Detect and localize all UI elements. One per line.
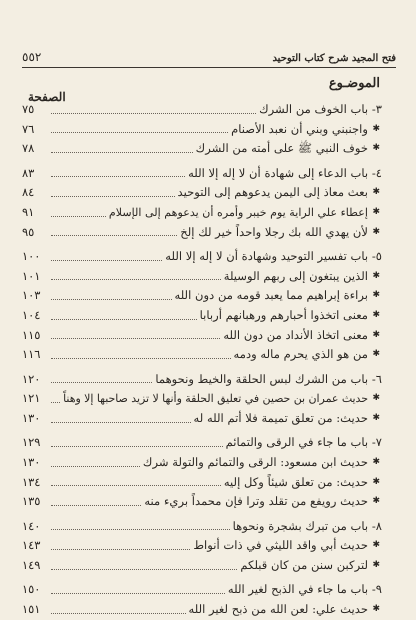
- toc-item-row: [22, 389, 382, 409]
- toc-item-row: [22, 453, 382, 473]
- dot-leader: [51, 176, 185, 177]
- dot-leader: [51, 529, 230, 530]
- dot-leader: [51, 196, 175, 197]
- item-title: معنى اتخاذ الأنداد من دون الله: [223, 327, 368, 342]
- item-title: من هو الذي يحرم ماله ودمه: [233, 347, 368, 362]
- chapter-title: ٦- باب من الشرك لبس الحلقة والخيط ونحوهما: [155, 371, 382, 386]
- toc-chapter-row: [22, 247, 382, 267]
- toc-item-row: [22, 183, 382, 203]
- chapter-title: ٥- باب تفسير التوحيد وشهادة أن لا إله إلا الله: [165, 248, 382, 263]
- item-title: الذين يبتغون إلى ربهم الوسيلة: [223, 268, 368, 283]
- toc-item-row: [22, 556, 382, 576]
- chapter-title: ٧- باب ما جاء في الرقى والتمائم: [225, 435, 382, 450]
- asterisk-icon: ✱: [372, 457, 380, 468]
- item-page: ١٥١: [22, 602, 41, 617]
- item-title: حديث: من تعلق شيئاً وكل إليه: [223, 474, 368, 489]
- chapter-page: ١٥٠: [22, 582, 41, 597]
- asterisk-icon: ✱: [372, 207, 380, 218]
- dot-leader: [51, 613, 186, 614]
- item-page: ١٤٩: [22, 558, 41, 573]
- page-column-header: الصفحة: [28, 90, 66, 104]
- asterisk-icon: ✱: [372, 143, 380, 154]
- item-page: ٧٦: [22, 121, 35, 136]
- chapter-title: ٣- باب الخوف من الشرك: [259, 101, 382, 116]
- dot-leader: [51, 235, 177, 236]
- toc-item-row: [22, 203, 382, 223]
- item-title: بعث معاذ إلى اليمن يدعوهم إلى التوحيد: [177, 185, 368, 200]
- asterisk-icon: ✱: [372, 226, 380, 237]
- chapter-page: ٧٥: [22, 101, 35, 116]
- asterisk-icon: ✱: [372, 329, 380, 340]
- chapter-title: ٨- باب من تبرك بشجرة ونحوها: [232, 518, 382, 533]
- item-page: ١٠١: [22, 268, 41, 283]
- item-page: ١١٦: [22, 347, 41, 362]
- chapter-page: ١٢٠: [22, 371, 41, 386]
- toc-item-row: [22, 326, 382, 346]
- chapter-page: ٨٣: [22, 165, 35, 180]
- dot-leader: [51, 446, 223, 447]
- dot-leader: [51, 358, 231, 359]
- toc-item-row: [22, 600, 382, 620]
- item-title: براءة إبراهيم مما يعبد قومه من دون الله: [174, 288, 368, 303]
- chapter-page: ١٤٠: [22, 518, 41, 533]
- toc-item-row: [22, 409, 382, 429]
- item-page: ١٢١: [22, 391, 41, 406]
- asterisk-icon: ✱: [372, 290, 380, 301]
- toc-chapter-row: [22, 580, 382, 600]
- dot-leader: [51, 152, 193, 153]
- dot-leader: [51, 113, 256, 114]
- toc-chapter-row: [22, 164, 382, 184]
- item-page: ١٣٤: [22, 474, 41, 489]
- asterisk-icon: ✱: [372, 476, 380, 487]
- item-page: ١٣٠: [22, 455, 41, 470]
- dot-leader: [51, 402, 60, 403]
- toc-chapter-row: [22, 517, 382, 537]
- dot-leader: [51, 569, 237, 570]
- header-rule: [22, 67, 396, 68]
- dot-leader: [51, 382, 152, 383]
- dot-leader: [51, 549, 190, 550]
- item-page: ١٠٤: [22, 308, 41, 323]
- toc-item-row: [22, 267, 382, 287]
- dot-leader: [51, 505, 141, 506]
- toc-chapter-row: [22, 433, 382, 453]
- book-title: فتح المجيد شرح كتاب التوحيد: [272, 53, 396, 64]
- dot-leader: [51, 485, 221, 486]
- item-page: ١٤٣: [22, 538, 41, 553]
- item-title: لتركبن سنن من كان قبلكم: [240, 558, 368, 573]
- item-page: ١٣٠: [22, 411, 41, 426]
- asterisk-icon: ✱: [372, 123, 380, 134]
- asterisk-icon: ✱: [372, 496, 380, 507]
- toc-item-row: [22, 223, 382, 243]
- asterisk-icon: ✱: [372, 393, 380, 404]
- item-title: لأن يهدي الله بك رجلا واحداً خير لك إلخ: [180, 224, 368, 239]
- toc-item-row: [22, 286, 382, 306]
- asterisk-icon: ✱: [372, 560, 380, 571]
- chapter-title: ٤- باب الدعاء إلى شهادة أن لا إله إلا الله: [188, 165, 382, 180]
- item-title: واجنبني وبني أن نعبد الأصنام: [231, 121, 368, 136]
- item-page: ٧٨: [22, 141, 35, 156]
- dot-leader: [51, 216, 106, 217]
- item-title: حديث ابن مسعود: الرقى والتمائم والتولة شرك: [142, 455, 368, 470]
- toc-item-row: [22, 536, 382, 556]
- dot-leader: [51, 132, 228, 133]
- asterisk-icon: ✱: [372, 413, 380, 424]
- dot-leader: [51, 319, 197, 320]
- dot-leader: [51, 299, 172, 300]
- toc-chapter-row: [22, 370, 382, 390]
- asterisk-icon: ✱: [372, 540, 380, 551]
- toc-item-row: [22, 139, 382, 159]
- dot-leader: [51, 466, 140, 467]
- toc-chapter-row: [22, 100, 382, 120]
- dot-leader: [51, 338, 220, 339]
- chapter-page: ١٠٠: [22, 248, 41, 263]
- toc-item-row: [22, 306, 382, 326]
- item-title: معنى اتخذوا أحبارهم ورهبانهم أربابا: [199, 308, 368, 323]
- dot-leader: [51, 422, 191, 423]
- asterisk-icon: ✱: [372, 349, 380, 360]
- table-of-contents: [22, 100, 382, 620]
- item-title: حديث رويفع من تقلد وترا فإن محمداً بريء منه: [144, 494, 368, 509]
- item-title: حديث: من تعلق تميمة فلا أتم الله له: [193, 411, 368, 426]
- chapter-title: ٩- باب ما جاء في الذبح لغير الله: [227, 582, 382, 597]
- toc-item-row: [22, 120, 382, 140]
- item-page: ٩٥: [22, 224, 35, 239]
- item-page: ٨٤: [22, 185, 35, 200]
- chapter-page: ١٢٩: [22, 435, 41, 450]
- item-page: ١٣٥: [22, 494, 41, 509]
- asterisk-icon: ✱: [372, 270, 380, 281]
- item-page: ١١٥: [22, 327, 41, 342]
- toc-item-row: [22, 473, 382, 493]
- dot-leader: [51, 593, 225, 594]
- toc-item-row: [22, 492, 382, 512]
- item-title: خوف النبي ﷺ على أمته من الشرك: [195, 141, 368, 156]
- asterisk-icon: ✱: [372, 604, 380, 615]
- item-title: حديث عمران بن حصين في تعليق الحلقة وأنها لا تزيد صاحبها إلا وهناً: [63, 392, 368, 406]
- item-page: ٩١: [22, 205, 35, 220]
- dot-leader: [51, 260, 162, 261]
- topic-column-header: الموضـوع: [328, 76, 380, 91]
- running-header: [22, 46, 396, 64]
- toc-item-row: [22, 345, 382, 365]
- asterisk-icon: ✱: [372, 187, 380, 198]
- page-number: ٥٥٢: [22, 50, 42, 64]
- asterisk-icon: ✱: [372, 310, 380, 321]
- item-page: ١٠٣: [22, 288, 41, 303]
- item-title: إعطاء علي الراية يوم خيبر وأمره أن يدعوهم إلى الإسلام: [108, 206, 368, 220]
- item-title: حديث علي: لعن الله من ذبح لغير الله: [188, 602, 368, 617]
- item-title: حديث أبي واقد الليثي في ذات أنواط: [193, 538, 368, 553]
- dot-leader: [51, 279, 221, 280]
